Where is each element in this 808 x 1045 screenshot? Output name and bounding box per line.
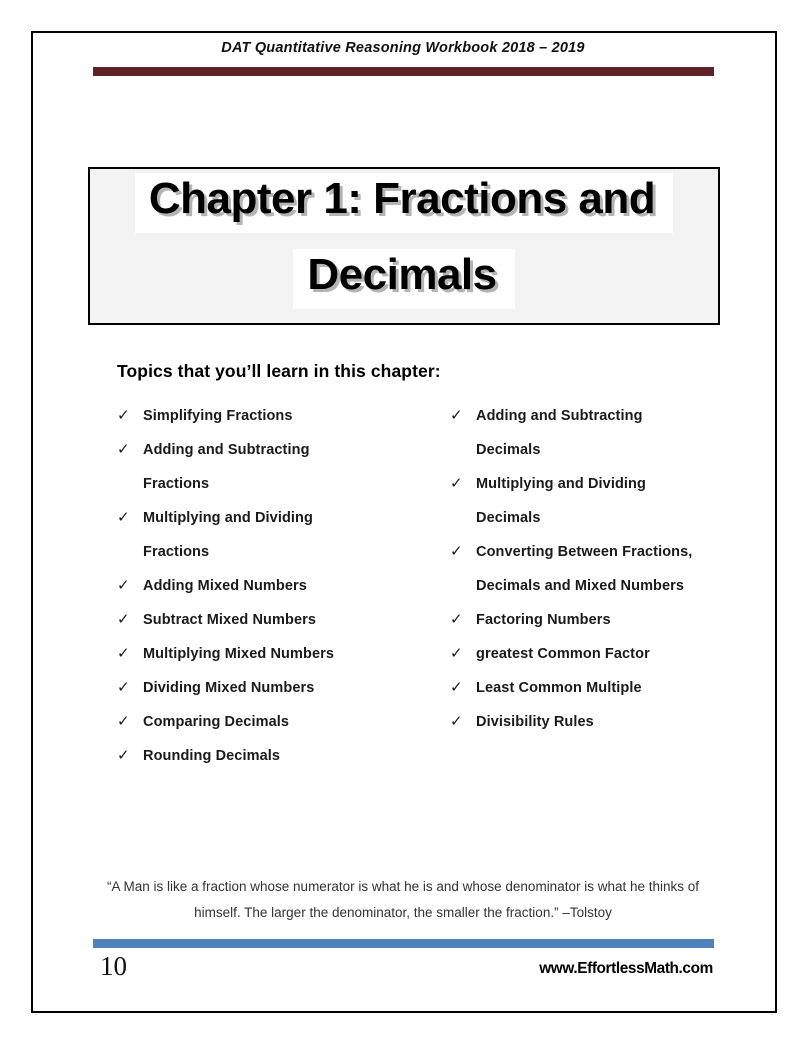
- topic-line: Multiplying and Dividing: [143, 510, 313, 526]
- chapter-title-line1: Chapter 1: Fractions and: [135, 173, 673, 233]
- topic-item: [117, 739, 427, 773]
- topic-line: Multiplying Mixed Numbers: [143, 646, 335, 662]
- topic-line: Multiplying and Dividing: [476, 476, 646, 492]
- topic-line: Simplifying Fractions: [143, 408, 293, 424]
- topic-item: [117, 569, 427, 603]
- topic-item: [450, 399, 730, 467]
- checkmark-icon: ✓: [117, 679, 130, 696]
- checkmark-icon: ✓: [117, 441, 130, 458]
- topic-line: Adding Mixed Numbers: [143, 578, 307, 594]
- checkmark-icon: ✓: [117, 747, 130, 764]
- checkmark-icon: ✓: [450, 645, 463, 662]
- topic-line: Fractions: [143, 544, 210, 560]
- checkmark-icon: ✓: [117, 407, 130, 424]
- checkmark-icon: ✓: [450, 543, 463, 560]
- topic-line: Adding and Subtracting: [476, 408, 643, 424]
- checkmark-icon: ✓: [117, 611, 130, 628]
- topic-line: Factoring Numbers: [476, 612, 611, 628]
- topic-item: [117, 501, 427, 569]
- topic-line: greatest Common Factor: [476, 646, 650, 662]
- chapter-title-box: [88, 167, 720, 325]
- checkmark-icon: ✓: [450, 713, 463, 730]
- checkmark-icon: ✓: [117, 509, 130, 526]
- topic-line: Rounding Decimals: [143, 748, 281, 764]
- topic-item: [117, 637, 427, 671]
- checkmark-icon: ✓: [450, 407, 463, 424]
- checkmark-icon: ✓: [450, 679, 463, 696]
- checkmark-icon: ✓: [117, 577, 130, 594]
- topic-line: Decimals: [476, 442, 541, 458]
- topic-item: [117, 705, 427, 739]
- topic-line: Subtract Mixed Numbers: [143, 612, 317, 628]
- footer-rule: [93, 939, 714, 948]
- checkmark-icon: ✓: [117, 713, 130, 730]
- topics-heading: Topics that you’ll learn in this chapter:: [117, 361, 441, 381]
- header-title: DAT Quantitative Reasoning Workbook 2018 – 2019: [221, 40, 585, 56]
- topic-line: Converting Between Fractions,: [476, 544, 693, 560]
- topic-item: [117, 671, 427, 705]
- chapter-quote: “A Man is like a fraction whose numerator is what he is and whose denominator is what he thinks of himself. The larger the denominator, the smaller the fraction.” –Tolstoy: [106, 879, 700, 920]
- header-rule: [93, 67, 714, 76]
- topic-line: Divisibility Rules: [476, 714, 594, 730]
- checkmark-icon: ✓: [450, 611, 463, 628]
- topics-list-left: [117, 399, 427, 773]
- checkmark-icon: ✓: [117, 645, 130, 662]
- checkmark-icon: ✓: [450, 475, 463, 492]
- topic-line: Dividing Mixed Numbers: [143, 680, 315, 696]
- topic-line: Decimals and Mixed Numbers: [476, 578, 685, 594]
- topic-item: [450, 705, 730, 739]
- topic-item: [117, 603, 427, 637]
- topic-item: [450, 671, 730, 705]
- chapter-title-line2: Decimals: [293, 249, 514, 309]
- topic-item: [117, 399, 427, 433]
- topic-item: [450, 535, 730, 603]
- topic-line: Adding and Subtracting: [143, 442, 310, 458]
- topic-item: [117, 433, 427, 501]
- topics-list-right: [450, 399, 730, 739]
- topic-line: Decimals: [476, 510, 541, 526]
- topic-item: [450, 603, 730, 637]
- website-url: www.EffortlessMath.com: [539, 960, 713, 977]
- topic-line: Least Common Multiple: [476, 680, 642, 696]
- page-number: 10: [100, 951, 127, 981]
- topic-item: [450, 637, 730, 671]
- topic-item: [450, 467, 730, 535]
- topic-line: Fractions: [143, 476, 210, 492]
- topic-line: Comparing Decimals: [143, 714, 290, 730]
